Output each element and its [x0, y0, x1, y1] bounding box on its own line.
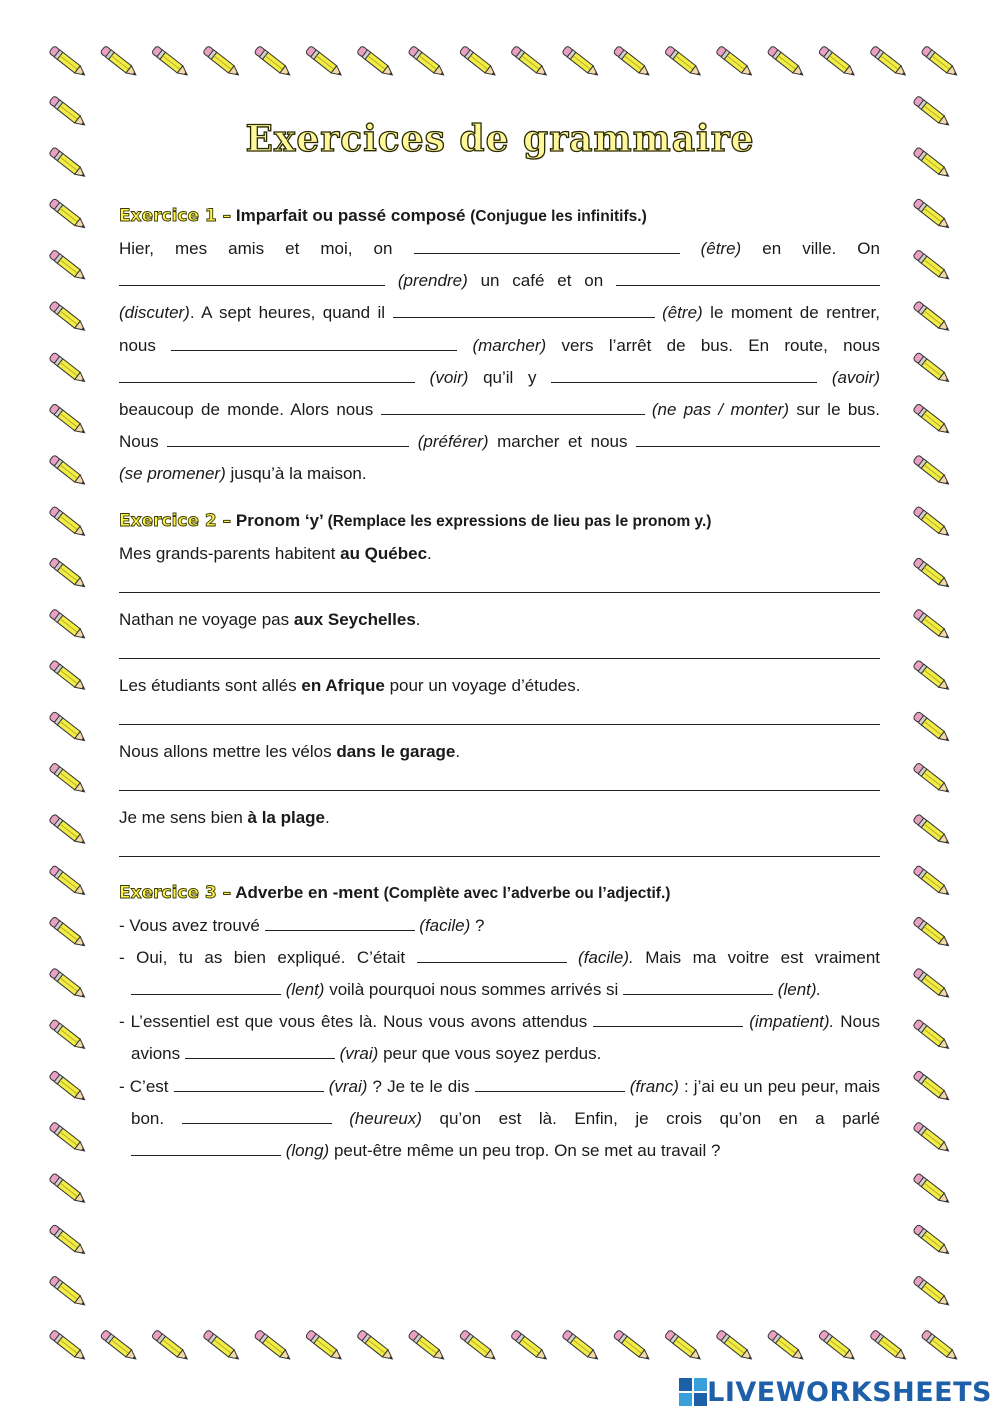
pencil-icon	[305, 46, 344, 79]
pencil-icon	[562, 46, 601, 79]
text-fragment: le moment de rentrer, nous	[119, 303, 881, 355]
liveworksheets-logo[interactable]	[679, 1375, 992, 1409]
word-hint: (heureux)	[349, 1108, 422, 1128]
text-fragment: peur que vous soyez perdus.	[383, 1044, 602, 1064]
exercise-2-item	[119, 538, 880, 593]
pencil-icon	[818, 46, 857, 79]
pencil-icon	[613, 46, 652, 79]
pencil-icon	[49, 1070, 88, 1103]
verb-hint: (préférer)	[417, 432, 489, 452]
answer-blank[interactable]	[417, 945, 567, 963]
exercise-2-topic: Pronom ‘y’	[235, 510, 323, 530]
exercise-1-label: Exercice 1 –	[119, 206, 232, 226]
exercise-1-instruction: (Conjugue les infinitifs.)	[470, 208, 647, 225]
text-fragment: Les étudiants sont allés	[119, 675, 302, 695]
pencil-icon	[664, 46, 703, 79]
verb-hint: (marcher)	[472, 335, 547, 355]
pencil-icon	[913, 968, 952, 1001]
verb-hint: (être)	[700, 239, 742, 258]
pencil-icon	[151, 1330, 190, 1363]
liveworksheets-badge-icon	[679, 1378, 707, 1406]
pencil-icon	[203, 46, 242, 79]
place-expression: au Québec	[340, 543, 428, 563]
pencil-icon	[49, 249, 88, 282]
pencil-icon	[49, 1122, 88, 1155]
answer-blank[interactable]	[265, 913, 415, 931]
pencil-icon	[613, 1330, 652, 1363]
pencil-icon	[49, 1224, 88, 1257]
text-fragment: - Vous avez trouvé	[119, 915, 260, 935]
text-fragment: pour un voyage d’études.	[384, 675, 581, 695]
place-expression: dans le garage	[336, 741, 456, 761]
text-fragment: jusqu’à la maison.	[230, 464, 367, 484]
text-fragment: Nathan ne voyage pas	[119, 609, 294, 629]
exercise-2-item	[119, 736, 880, 791]
exercise-2-item	[119, 802, 880, 857]
text-fragment: Nous avions	[131, 1012, 880, 1064]
page-title: Exercices de grammaire	[245, 118, 755, 160]
exercise-2-item	[119, 604, 880, 659]
pencil-icon	[921, 1330, 960, 1363]
verb-hint: (prendre)	[397, 271, 468, 291]
text-fragment: .	[325, 807, 330, 827]
pencil-icon	[913, 557, 952, 590]
exercise-2-item	[119, 670, 880, 725]
verb-hint: (être)	[662, 303, 703, 323]
liveworksheets-wordmark: LIVEWORKSHEETS	[707, 1376, 992, 1408]
pencil-icon	[716, 1330, 755, 1363]
text-fragment: - L’essentiel est que vous êtes là. Nous vous avons attendus	[119, 1012, 588, 1032]
pencil-icon	[49, 711, 88, 744]
answer-blank[interactable]	[593, 1009, 743, 1027]
answer-blank[interactable]	[182, 1106, 332, 1124]
answer-line[interactable]	[119, 570, 880, 593]
pencil-icon	[203, 1330, 242, 1363]
pencil-icon	[767, 46, 806, 79]
text-fragment: voilà pourquoi nous sommes arrivés si	[329, 980, 619, 1000]
pencil-icon	[459, 46, 498, 79]
pencil-icon	[913, 1019, 952, 1052]
answer-line[interactable]	[119, 636, 880, 659]
pencil-icon	[716, 46, 755, 79]
exercise-1-topic: Imparfait ou passé composé	[235, 206, 466, 225]
prompt-sentence	[119, 736, 880, 768]
verb-hint: (discuter)	[119, 303, 190, 323]
pencil-icon	[913, 660, 952, 693]
pencil-icon	[408, 46, 447, 79]
pencil-icon	[913, 865, 952, 898]
text-fragment: ? Je te le dis	[372, 1076, 470, 1096]
pencil-icon	[818, 1330, 857, 1363]
pencil-icon	[510, 46, 549, 79]
answer-blank[interactable]	[616, 268, 880, 286]
dialogue-line	[119, 910, 880, 942]
pencil-icon	[921, 46, 960, 79]
dialogue-line	[119, 942, 880, 1006]
word-hint: (franc)	[629, 1076, 679, 1096]
pencil-icon	[913, 1070, 952, 1103]
word-hint: (impatient).	[749, 1012, 835, 1032]
pencil-icon	[49, 301, 88, 334]
text-fragment: qu’il y	[483, 367, 537, 387]
text-fragment: .	[455, 741, 461, 761]
verb-hint: (voir)	[429, 367, 469, 387]
worksheet-content	[119, 200, 880, 1167]
pencil-icon	[49, 660, 88, 693]
text-fragment: qu’on est là. Enfin, je crois qu’on en a parlé	[439, 1108, 880, 1128]
pencil-icon	[49, 1173, 88, 1206]
place-expression: à la plage	[247, 807, 325, 827]
answer-line[interactable]	[119, 768, 880, 791]
pencil-icon	[562, 1330, 601, 1363]
text-fragment: Je me sens bien	[119, 807, 248, 827]
place-expression: en Afrique	[301, 675, 385, 695]
text-fragment: sur le bus. Nous	[119, 400, 880, 452]
pencil-icon	[49, 609, 88, 642]
exercise-1-text	[119, 233, 880, 491]
answer-blank[interactable]	[174, 1074, 324, 1092]
text-fragment: . A sept heures, quand il	[189, 303, 386, 323]
pencil-icon	[49, 403, 88, 436]
word-hint: (lent).	[777, 980, 822, 1000]
pencil-icon	[913, 1224, 952, 1257]
answer-blank[interactable]	[414, 236, 680, 254]
answer-blank[interactable]	[393, 300, 655, 318]
text-fragment: .	[427, 543, 432, 563]
word-hint: (long)	[285, 1141, 330, 1161]
answer-blank[interactable]	[131, 1138, 281, 1156]
exercise-1	[119, 200, 880, 491]
text-fragment: .	[415, 609, 421, 629]
pencil-icon	[913, 916, 952, 949]
word-hint: (vrai)	[339, 1044, 379, 1064]
prompt-sentence	[119, 802, 880, 834]
pencil-icon	[869, 46, 908, 79]
text-fragment: ?	[475, 915, 485, 935]
pencil-icon	[49, 1019, 88, 1052]
answer-blank[interactable]	[551, 365, 817, 383]
pencil-icon	[664, 1330, 703, 1363]
pencil-icon	[459, 1330, 498, 1363]
exercise-1-heading	[119, 200, 880, 233]
pencil-icon	[913, 814, 952, 847]
answer-blank[interactable]	[623, 977, 773, 995]
prompt-sentence	[119, 538, 880, 570]
pencil-icon	[913, 609, 952, 642]
pencil-icon	[510, 1330, 549, 1363]
exercise-2	[119, 505, 880, 857]
pencil-icon	[913, 762, 952, 795]
exercise-2-label: Exercice 2 –	[119, 510, 232, 531]
pencil-icon	[305, 1330, 344, 1363]
verb-hint: (ne pas / monter)	[651, 400, 790, 420]
pencil-icon	[913, 301, 952, 334]
pencil-icon	[254, 1330, 293, 1363]
answer-line[interactable]	[119, 834, 880, 857]
text-fragment: un café et on	[480, 271, 604, 291]
answer-blank[interactable]	[185, 1041, 335, 1059]
text-fragment: en ville. On	[762, 239, 880, 258]
pencil-icon	[913, 711, 952, 744]
pencil-icon	[49, 46, 88, 79]
answer-line[interactable]	[119, 702, 880, 725]
exercise-3-topic: Adverbe en -ment	[235, 882, 379, 902]
text-fragment: peut-être même un peu trop. On se met au travail ?	[333, 1141, 721, 1161]
pencil-icon	[913, 506, 952, 539]
exercise-3	[119, 877, 880, 1168]
text-fragment: beaucoup de monde. Alors nous	[119, 400, 374, 420]
pencil-icon	[49, 1275, 88, 1308]
pencil-icon	[49, 762, 88, 795]
answer-blank[interactable]	[475, 1074, 625, 1092]
dialogue-line	[119, 1071, 880, 1168]
pencil-icon	[913, 1122, 952, 1155]
verb-hint: (se promener)	[119, 464, 226, 484]
text-fragment: Mes grands-parents habitent	[119, 543, 341, 563]
word-hint: (vrai)	[328, 1076, 368, 1096]
word-hint: (facile).	[578, 947, 634, 967]
answer-blank[interactable]	[119, 268, 385, 286]
exercise-2-heading	[119, 505, 880, 538]
exercise-3-instruction: (Complète avec l’adverbe ou l’adjectif.)	[383, 884, 671, 902]
answer-blank[interactable]	[131, 977, 281, 995]
pencil-icon	[100, 1330, 139, 1363]
pencil-icon	[869, 1330, 908, 1363]
word-hint: (lent)	[285, 980, 325, 1000]
pencil-icon	[49, 916, 88, 949]
pencil-icon	[49, 352, 88, 385]
verb-hint: (avoir)	[831, 367, 880, 387]
pencil-icon	[913, 1173, 952, 1206]
pencil-icon	[356, 1330, 395, 1363]
answer-blank[interactable]	[171, 333, 457, 351]
word-hint: (facile)	[419, 915, 471, 935]
text-fragment: - C’est	[119, 1076, 169, 1096]
text-fragment: Mais ma voitre est vraiment	[645, 947, 881, 967]
pencil-icon	[49, 1330, 88, 1363]
pencil-icon	[49, 198, 88, 231]
text-fragment: vers l’arrêt de bus. En route, nous	[561, 335, 880, 355]
pencil-icon	[49, 865, 88, 898]
answer-blank[interactable]	[167, 429, 409, 447]
pencil-icon	[913, 1275, 952, 1308]
pencil-icon	[913, 403, 952, 436]
answer-blank[interactable]	[381, 397, 645, 415]
pencil-icon	[913, 249, 952, 282]
pencil-icon	[49, 814, 88, 847]
pencil-icon	[913, 198, 952, 231]
exercise-3-label: Exercice 3 –	[119, 882, 232, 903]
answer-blank[interactable]	[119, 365, 415, 383]
exercise-3-heading	[119, 877, 880, 910]
pencil-icon	[151, 46, 190, 79]
pencil-icon	[356, 46, 395, 79]
pencil-icon	[49, 557, 88, 590]
text-fragment: : j’ai eu un peu peur, mais bon.	[131, 1076, 880, 1128]
pencil-icon	[913, 455, 952, 488]
pencil-icon	[49, 455, 88, 488]
place-expression: aux Seychelles	[293, 609, 416, 629]
pencil-icon	[100, 46, 139, 79]
pencil-icon	[49, 506, 88, 539]
pencil-icon	[408, 1330, 447, 1363]
text-fragment: - Oui, tu as bien expliqué. C’était	[119, 947, 406, 967]
text-fragment: Nous allons mettre les vélos	[119, 741, 337, 761]
pencil-icon	[254, 46, 293, 79]
prompt-sentence	[119, 670, 880, 702]
text-fragment: Hier, mes amis et moi, on	[119, 239, 393, 258]
answer-blank[interactable]	[636, 429, 880, 447]
pencil-icon	[49, 968, 88, 1001]
pencil-icon	[767, 1330, 806, 1363]
text-fragment: marcher et nous	[497, 432, 628, 452]
dialogue-line	[119, 1006, 880, 1070]
exercise-2-instruction: (Remplace les expressions de lieu pas le pronom y.)	[327, 512, 712, 530]
prompt-sentence	[119, 604, 880, 636]
pencil-icon	[913, 352, 952, 385]
